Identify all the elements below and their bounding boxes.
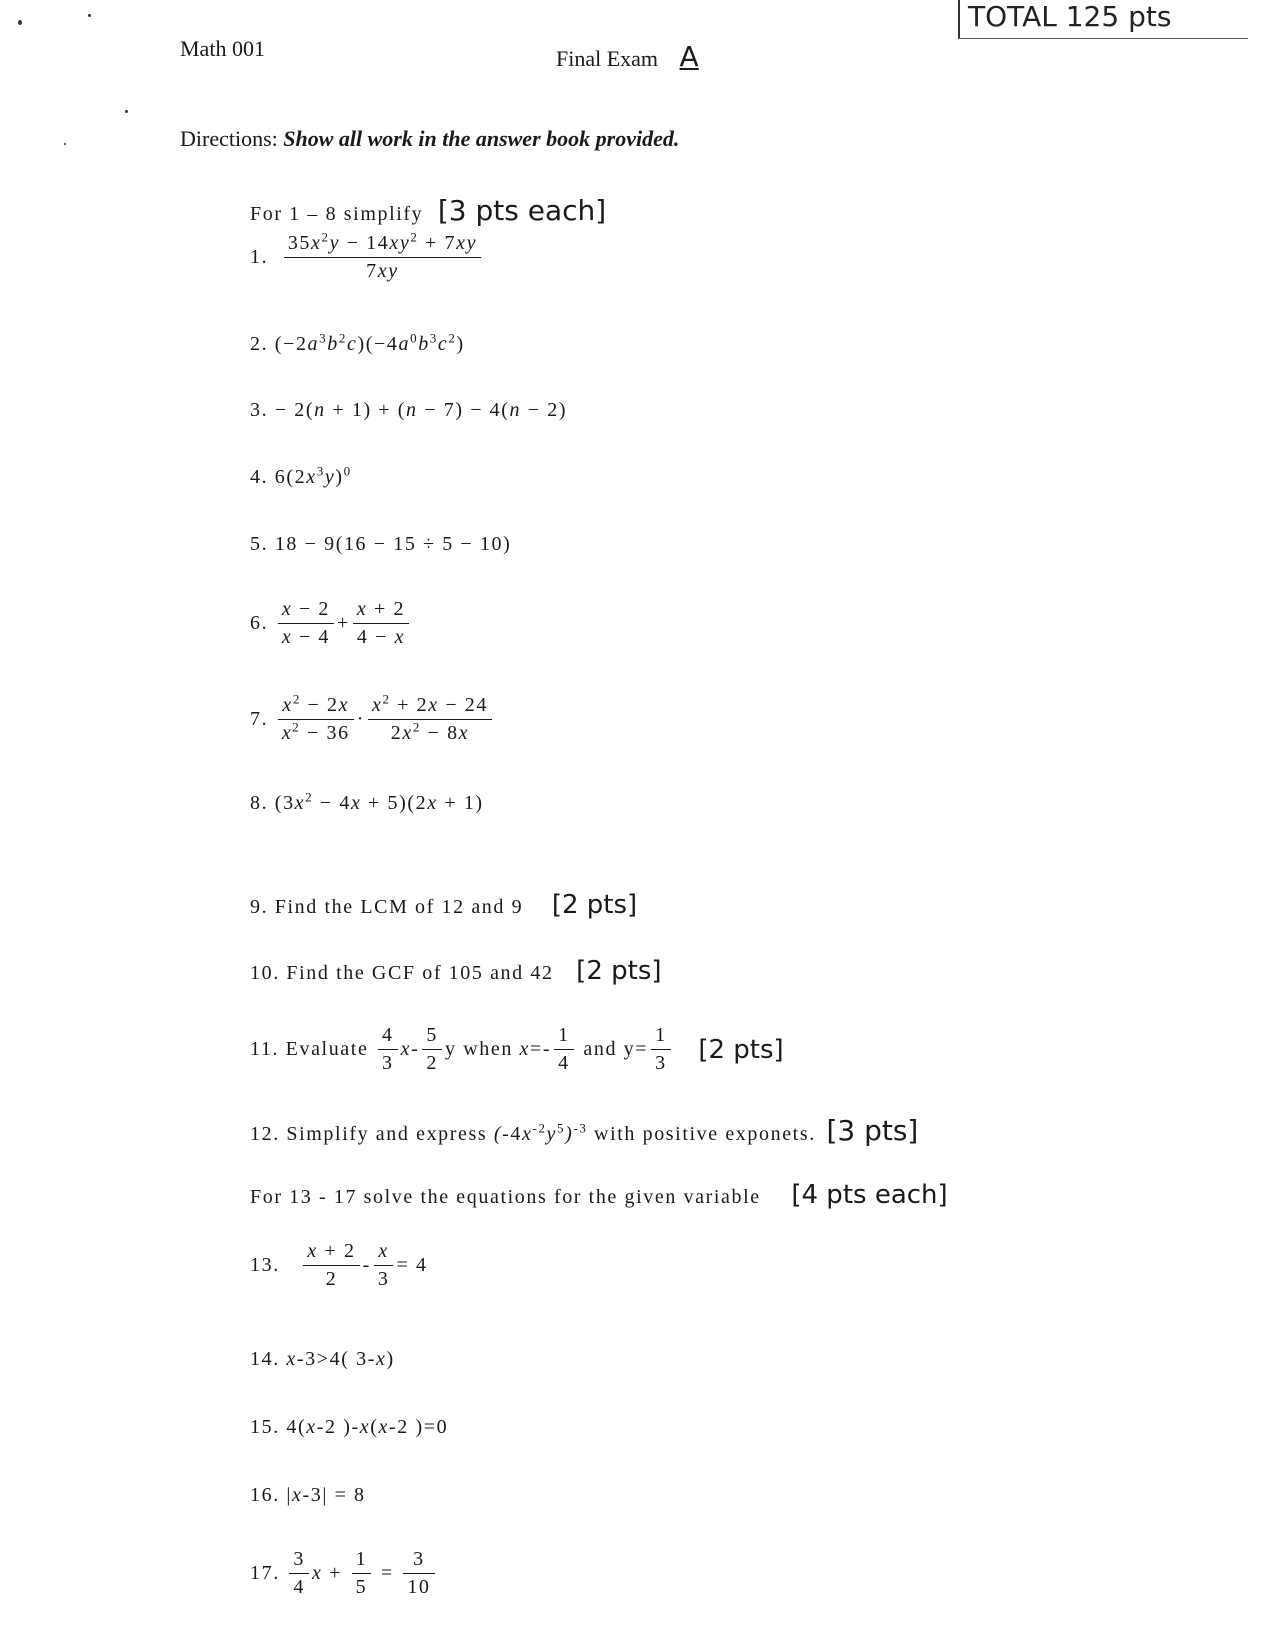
fraction: $\frac{1}{3}$ bbox=[651, 1024, 671, 1075]
fraction: $\frac{4}{3}$ bbox=[378, 1024, 398, 1075]
simplify-intro-text: For 1 – 8 simplify bbox=[250, 203, 424, 225]
scan-speck bbox=[125, 110, 128, 113]
solve-points-note: [4 pts each] bbox=[791, 1180, 948, 1210]
problem-number: 7. bbox=[250, 708, 269, 730]
exam-version: A bbox=[679, 40, 699, 73]
problem-number: 4. bbox=[250, 466, 269, 488]
problem-5 bbox=[250, 533, 511, 556]
problem-expression: $(-4x^{-2}y^5)^{-3}$ bbox=[493, 1120, 588, 1145]
problem-number: 17. bbox=[250, 1562, 280, 1584]
course-name: Math 001 bbox=[180, 36, 265, 61]
simplify-points-note: [3 pts each] bbox=[437, 194, 607, 227]
fraction: $\frac{3}{10}$ bbox=[403, 1548, 434, 1599]
problem-expression: 18 − 9(16 − 15 ÷ 5 − 10) bbox=[274, 533, 512, 555]
fraction: $\frac{x + 2}{4 - x}$ bbox=[353, 598, 409, 649]
problem-points-note: [2 pts] bbox=[551, 890, 638, 920]
fraction: $\frac{1}{4}$ bbox=[554, 1024, 574, 1075]
total-box-left-line bbox=[958, 0, 960, 38]
fraction: $\frac{1}{5}$ bbox=[352, 1548, 372, 1599]
problem-11: 11. Evaluate $\frac{4}{3}$ x- $\frac{5}{2}$ y when x=- $\frac{1}{4}$ and y= $\frac{1}{3}$ [2 pts] bbox=[250, 1024, 784, 1074]
problem-number: 13. bbox=[250, 1254, 280, 1276]
exam-title-text: Final Exam bbox=[556, 46, 659, 71]
problem-text: 12. Simplify and express bbox=[250, 1123, 488, 1145]
problem-16: 16. |x-3| = 8 bbox=[250, 1484, 366, 1506]
fraction: $\frac{3}{4}$ bbox=[289, 1548, 309, 1599]
fraction: $\frac{x + 2}{2}$ bbox=[303, 1240, 359, 1291]
problem-number: 6. bbox=[250, 612, 269, 634]
problem-points-note: [2 pts] bbox=[698, 1034, 784, 1065]
problem-4: 4. $6(2x^3y)^0$ bbox=[250, 463, 352, 488]
problem-10 bbox=[250, 956, 662, 986]
problem-text: 9. Find the LCM of 12 and 9 bbox=[250, 896, 524, 918]
problem-7: 7. $\frac{x^2 - 2x}{x^2 - 36}$ · $\frac{x^2 + 2x - 24}{2x^2 - 8x}$ bbox=[250, 694, 495, 745]
problem-2: 2. $(-2a^3b^2c)(-4a^0b^3c^2)$ bbox=[250, 330, 465, 355]
problem-number: 15. bbox=[250, 1416, 280, 1438]
fraction: $\frac{x - 2}{x - 4}$ bbox=[278, 598, 334, 649]
problem-15: 15. 4(x-2 )-x(x-2 )=0 bbox=[250, 1416, 449, 1438]
problem-6: 6. $\frac{x - 2}{x - 4}$ + $\frac{x + 2}{4 - x}$ bbox=[250, 598, 412, 649]
problem-number: 1. bbox=[250, 246, 269, 268]
directions-label: Directions: bbox=[180, 126, 278, 151]
section-simplify-intro bbox=[250, 194, 606, 227]
problem-3: 3. − 2(n + 1) + (n − 7) − 4(n − 2) bbox=[250, 399, 568, 421]
problem-number: 3. bbox=[250, 399, 269, 421]
fraction: $\frac{x^2 + 2x - 24}{2x^2 - 8x}$ bbox=[368, 694, 492, 745]
problem-9 bbox=[250, 890, 637, 920]
scan-speck bbox=[88, 14, 91, 17]
problem-points-note: [2 pts] bbox=[576, 956, 662, 986]
fraction: $\frac{x^2 - 2x}{x^2 - 36}$ bbox=[278, 694, 354, 745]
problem-number: 14. bbox=[250, 1348, 280, 1370]
fraction: $\frac{5}{2}$ bbox=[422, 1024, 442, 1075]
problem-1 bbox=[250, 229, 484, 283]
total-box-bottom-line bbox=[958, 38, 1248, 39]
section-solve-intro bbox=[250, 1180, 948, 1210]
total-points-note: TOTAL 125 pts bbox=[968, 0, 1172, 33]
problem-8: 8. $(3x^2 - 4x + 5)(2x + 1)$ bbox=[250, 789, 484, 814]
problem-number: 2. bbox=[250, 333, 269, 355]
problem-number: 8. bbox=[250, 792, 269, 814]
problem-text: 11. Evaluate bbox=[250, 1038, 369, 1060]
problem-points-note: [3 pts] bbox=[826, 1114, 919, 1147]
problem-text: 10. Find the GCF of 105 and 42 bbox=[250, 962, 554, 984]
directions bbox=[180, 126, 679, 152]
problem-number: 16. bbox=[250, 1484, 280, 1506]
scan-speck bbox=[18, 20, 22, 25]
problem-13: 13. $\frac{x + 2}{2}$ - $\frac{x}{3}$ = 4 bbox=[250, 1240, 428, 1290]
problem-17: 17. $\frac{3}{4}$ x + $\frac{1}{5}$ = $\frac{3}{10}$ bbox=[250, 1548, 438, 1599]
solve-intro-text: For 13 - 17 solve the equations for the given variable bbox=[250, 1186, 761, 1208]
fraction: $\frac{x}{3}$ bbox=[374, 1240, 394, 1291]
problem-12 bbox=[250, 1114, 918, 1147]
fraction: $\frac{35x^2y - 14xy^2 + 7xy}{7xy}$ bbox=[284, 232, 481, 283]
problem-number: 5. bbox=[250, 533, 269, 555]
exam-title bbox=[556, 40, 699, 73]
scan-speck bbox=[64, 143, 66, 145]
problem-text: with positive exponets. bbox=[594, 1123, 816, 1145]
problem-14: 14. x-3>4( 3-x) bbox=[250, 1348, 395, 1370]
directions-text: Show all work in the answer book provided. bbox=[283, 126, 680, 151]
